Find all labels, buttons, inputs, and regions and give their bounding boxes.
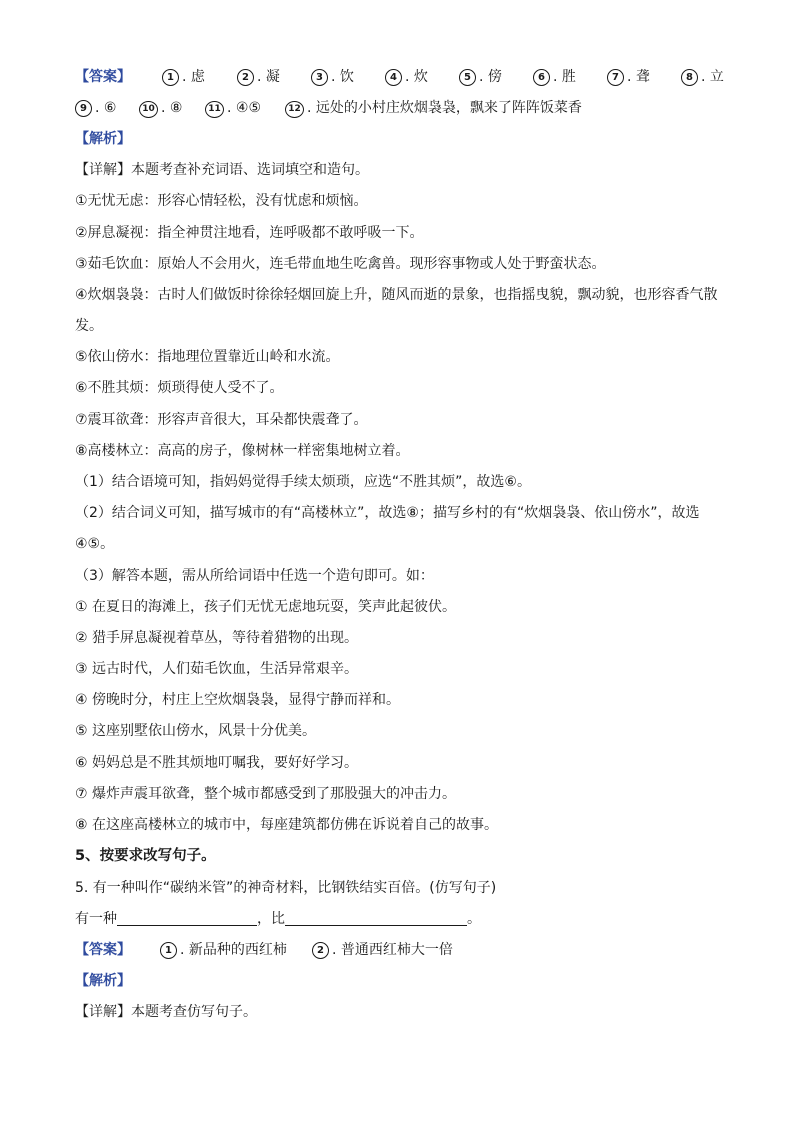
answer-item: 5 . 傍 — [459, 66, 502, 88]
definition-line: ⑤依山傍水：指地理位置靠近山岭和水流。 — [75, 349, 340, 365]
definition-line: ④炊烟袅袅：古时人们做饭时徐徐轻烟回旋上升，随风而逝的景象，也指摇曳貌，飘动貌，也形容香气散 — [75, 287, 718, 303]
answer-item: 2 . 普通西红柿大一倍 — [312, 939, 453, 961]
answer-item: 6 . 胜 — [533, 66, 576, 88]
answer-item: 8 . 立 — [681, 66, 724, 88]
detail-text: 【详解】本题考查补充词语、选词填空和造句。 — [75, 162, 369, 178]
answer-label: 【答案】 — [75, 69, 131, 85]
answer-item: 11 . ④⑤ — [205, 97, 261, 119]
answer-item: 9 . ⑥ — [75, 97, 116, 119]
explanation-line: （1）结合语境可知，指妈妈觉得手续太烦琐，应选“不胜其烦”，故选⑥。 — [75, 474, 531, 490]
answer-item: 1 . 新品种的西红柿 — [160, 939, 287, 961]
explanation-line: ④⑤。 — [75, 536, 115, 552]
section-title: 5、按要求改写句子。 — [75, 848, 216, 864]
analysis-label: 【解析】 — [75, 131, 131, 147]
example-sentence: ① 在夏日的海滩上，孩子们无忧无虑地玩耍，笑声此起彼伏。 — [75, 599, 456, 615]
definition-line: ①无忧无虑：形容心情轻松，没有忧虑和烦恼。 — [75, 193, 368, 209]
detail-text: 【详解】本题考查仿写句子。 — [75, 1004, 257, 1020]
answer-item: 7 . 聋 — [607, 66, 650, 88]
example-sentence: ⑥ 妈妈总是不胜其烦地叮嘱我，要好好学习。 — [75, 755, 358, 771]
definition-line: ⑥不胜其烦：烦琐得使人受不了。 — [75, 380, 284, 396]
fill-blank-line: 有一种 ，比 。 — [75, 911, 481, 927]
blank-field-1 — [117, 909, 257, 926]
question-text: 5. 有一种叫作“碳纳米管”的神奇材料，比钢铁结实百倍。(仿写句子) — [75, 880, 497, 896]
answer-item: 4 . 炊 — [385, 66, 428, 88]
definition-line: ③茹毛饮血：原始人不会用火，连毛带血地生吃禽兽。现形容事物或人处于野蛮状态。 — [75, 256, 606, 272]
blank-field-2 — [285, 909, 467, 926]
answer-item: 10 . ⑧ — [139, 97, 182, 119]
answer-item: 3 . 饮 — [311, 66, 354, 88]
definition-line: 发。 — [75, 318, 103, 334]
example-sentence: ③ 远古时代，人们茹毛饮血，生活异常艰辛。 — [75, 661, 358, 677]
example-sentence: ⑦ 爆炸声震耳欲聋，整个城市都感受到了那股强大的冲击力。 — [75, 786, 456, 802]
answer-label: 【答案】 — [75, 942, 131, 958]
answer-item: 1 . 虑 — [162, 66, 205, 88]
explanation-line: （3）解答本题，需从所给词语中任选一个造句即可。如： — [75, 568, 434, 584]
definition-line: ⑧高楼林立：高高的房子，像树林一样密集地树立着。 — [75, 443, 410, 459]
analysis-label: 【解析】 — [75, 973, 131, 989]
explanation-line: （2）结合词义可知，描写城市的有“高楼林立”，故选⑧；描写乡村的有“炊烟袅袅、依山傍水”，故选 — [75, 505, 700, 521]
definition-line: ⑦震耳欲聋：形容声音很大，耳朵都快震聋了。 — [75, 412, 368, 428]
example-sentence: ⑧ 在这座高楼林立的城市中，每座建筑都仿佛在诉说着自己的故事。 — [75, 817, 498, 833]
example-sentence: ④ 傍晚时分，村庄上空炊烟袅袅，显得宁静而祥和。 — [75, 692, 400, 708]
definition-line: ②屏息凝视：指全神贯注地看，连呼吸都不敢呼吸一下。 — [75, 225, 424, 241]
answer-item: 12 . 远处的小村庄炊烟袅袅，飘来了阵阵饭菜香 — [285, 97, 582, 119]
example-sentence: ② 猎手屏息凝视着草丛，等待着猎物的出现。 — [75, 630, 358, 646]
example-sentence: ⑤ 这座别墅依山傍水，风景十分优美。 — [75, 723, 316, 739]
answer-item: 2 . 凝 — [237, 66, 280, 88]
